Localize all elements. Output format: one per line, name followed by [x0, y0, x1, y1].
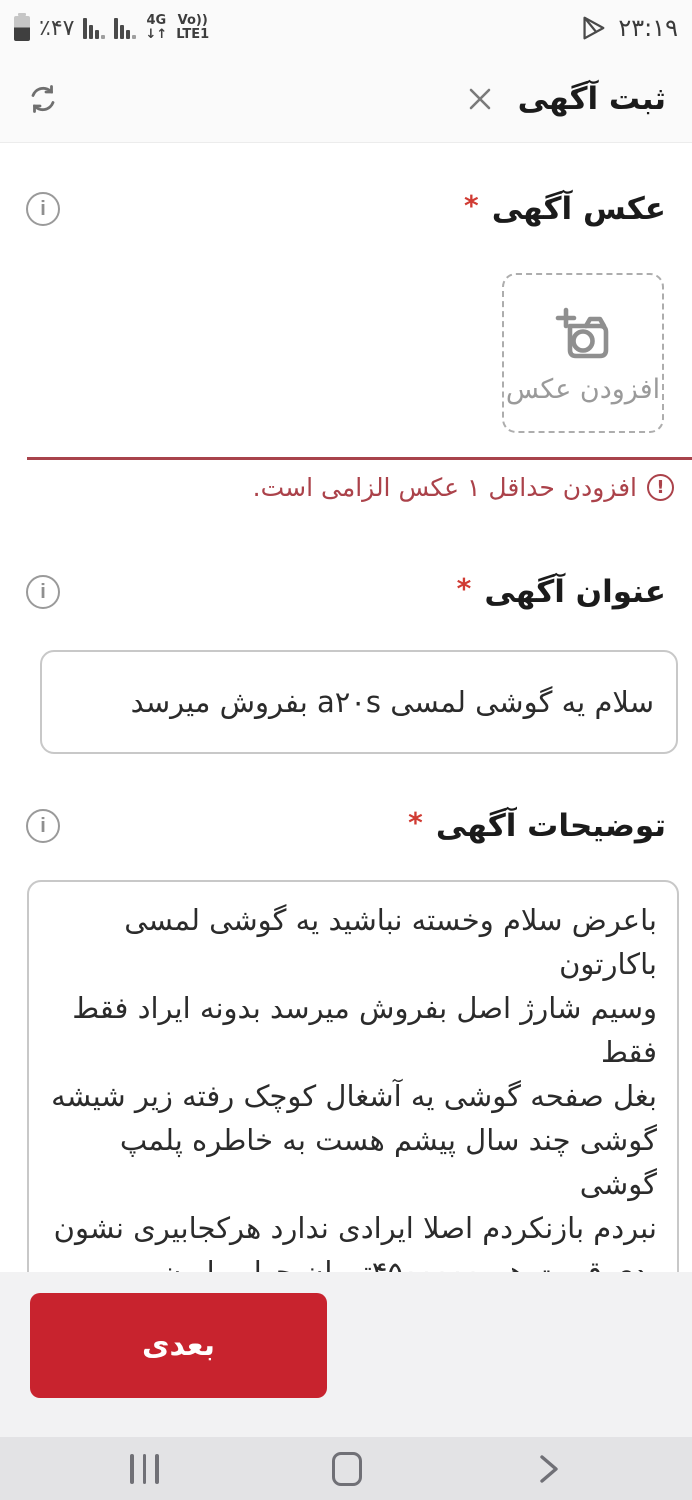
battery-icon [14, 16, 30, 41]
description-label-row [0, 808, 692, 844]
title-label-wrap [457, 574, 666, 610]
home-icon [332, 1452, 362, 1486]
back-chevron-icon [536, 1452, 562, 1486]
next-button[interactable]: بعدی [30, 1293, 327, 1398]
photo-label-wrap [464, 191, 666, 227]
form-content [0, 191, 692, 1350]
signal-bars-icon [83, 17, 105, 39]
title-required-asterisk: * [456, 572, 472, 605]
back-button[interactable] [536, 1452, 562, 1486]
volte-label: Vo)) [177, 13, 208, 29]
recents-button[interactable] [130, 1454, 159, 1484]
description-required-asterisk: * [408, 806, 423, 839]
error-alert-icon: ! [647, 474, 674, 501]
description-label-wrap [408, 808, 666, 844]
volte-indicator [176, 14, 209, 41]
title-label-row [0, 574, 692, 610]
title-group [466, 81, 666, 117]
status-right-cluster [578, 13, 678, 43]
photo-info-icon[interactable]: i [26, 192, 60, 226]
page-title: ثبت آگهی [517, 81, 666, 117]
title-info-icon[interactable]: i [26, 575, 60, 609]
play-store-icon [578, 13, 608, 43]
photo-required-asterisk: * [463, 189, 479, 222]
close-icon [466, 85, 494, 113]
photo-label-row [0, 191, 692, 227]
battery-percent-label: ٪۴۷ [39, 15, 75, 41]
camera-plus-icon [550, 302, 616, 364]
status-left-cluster [14, 14, 209, 41]
recents-icon [130, 1454, 159, 1484]
photo-error-row [0, 473, 692, 502]
description-field-label: توضیحات آگهی [435, 808, 666, 844]
clock-label: ۲۳:۱۹ [618, 14, 678, 42]
signal-bars-icon-2 [114, 17, 136, 39]
add-photo-label: افزودن عکس [505, 373, 661, 405]
refresh-button[interactable] [26, 82, 60, 116]
close-button[interactable] [466, 85, 494, 113]
network-type-label: 4G [146, 13, 167, 29]
title-input[interactable] [40, 650, 678, 754]
refresh-icon [26, 82, 60, 116]
android-nav-bar [0, 1437, 692, 1500]
photo-error-divider [27, 457, 692, 460]
home-button[interactable] [332, 1452, 362, 1486]
title-field-label: عنوان آگهی [484, 574, 666, 610]
footer-bar [0, 1272, 692, 1437]
photo-error-text: افزودن حداقل ۱ عکس الزامی است. [252, 473, 637, 502]
photo-field-label: عکس آگهی [491, 191, 666, 227]
network-type-indicator [145, 14, 167, 41]
status-bar [0, 0, 692, 56]
network-arrows-icon: ↓↑ [145, 27, 168, 42]
add-photo-box[interactable] [502, 273, 664, 433]
lte-label: LTE1 [176, 27, 210, 42]
app-bar [0, 56, 692, 143]
description-info-icon[interactable]: i [26, 809, 60, 843]
